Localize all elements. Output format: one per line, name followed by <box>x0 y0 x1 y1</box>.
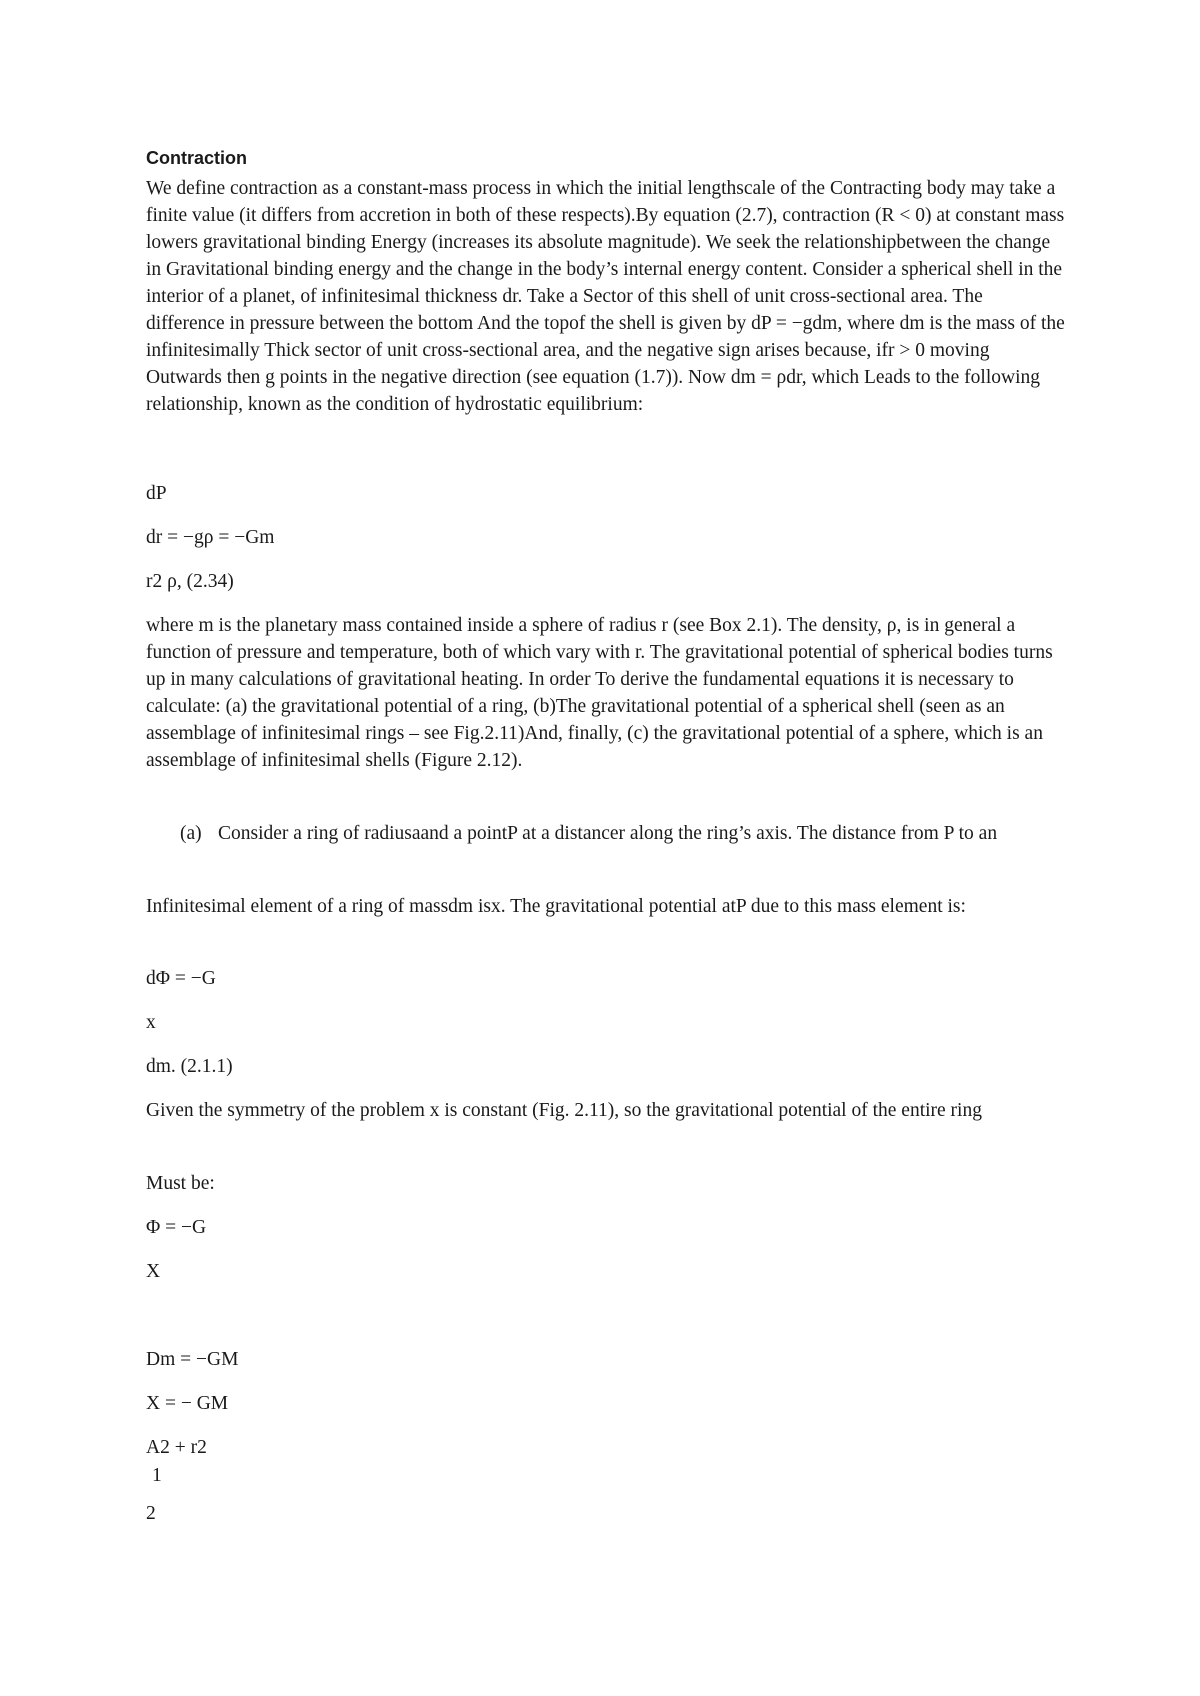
equation-ring-line-2: X <box>146 1261 161 1282</box>
paragraph-infinitesimal-element: Infinitesimal element of a ring of massdm isx. The gravitational potential atP due to this mass element is: <box>146 896 966 917</box>
equation-ring-line-3: Dm = −GM <box>146 1349 239 1370</box>
equation-ring-line-7: 2 <box>146 1503 156 1524</box>
list-marker: (a) <box>180 823 202 844</box>
equation-2-34-line-2: dr = −gρ = −Gm <box>146 527 275 548</box>
list-item-a <box>180 820 1070 847</box>
list-item-text: Consider a ring of radiusaand a pointP at a distancer along the ring’s axis. The distance from P to an <box>218 823 998 844</box>
equation-2-34-line-3: r2 ρ, (2.34) <box>146 571 234 592</box>
equation-2-1-1-line-3: dm. (2.1.1) <box>146 1056 233 1077</box>
paragraph-symmetry: Given the symmetry of the problem x is constant (Fig. 2.11), so the gravitational potential of the entire ring <box>146 1100 982 1121</box>
equation-2-1-1-line-2: x <box>146 1012 156 1033</box>
equation-2-1-1-line-1: dΦ = −G <box>146 968 216 989</box>
equation-ring-line-4: X = − GM <box>146 1393 229 1414</box>
paragraph-contraction-definition: We define contraction as a constant-mass process in which the initial lengthscale of the Contracting body may take a finite value (it differs from accretion in both of these respects).By equation (2.7), contraction (R < 0) at constant mass lowers gravitational binding Energy (increases its absolute magnitude). We seek the relationshipbetween the change in Gravitational binding energy and the change in the body’s internal energy content. Consider a spherical shell in the interior of a planet, of infinitesimal thickness dr. Take a Sector of this shell of unit cross-sectional area. The difference in pressure between the bottom And the topof the shell is given by dP = −gdm, where dm is the mass of the infinitesimally Thick sector of unit cross-sectional area, and the negative sign arises because, ifr > 0 moving Outwards then g points in the negative direction (see equation (1.7)). Now dm = ρdr, which Leads to the following relationship, known as the condition of hydrostatic equilibrium: <box>146 178 1065 415</box>
equation-ring-line-5: A2 + r2 <box>146 1437 207 1458</box>
must-be-text: Must be: <box>146 1173 215 1194</box>
paragraph-gravitational-potential: where m is the planetary mass contained inside a sphere of radius r (see Box 2.1). The density, ρ, is in general a function of pressure and temperature, both of which vary with r. The gravitational potential of spherical bodies turns up in many calculations of gravitational heating. In order To derive the fundamental equations it is necessary to calculate: (a) the gravitational potential of a ring, (b)The gravitational potential of a spherical shell (seen as an assemblage of infinitesimal rings – see Fig.2.11)And, finally, (c) the gravitational potential of a sphere, which is an assemblage of infinitesimal shells (Figure 2.12). <box>146 615 1053 771</box>
equation-2-34-line-1: dP <box>146 483 167 504</box>
section-heading: Contraction <box>146 148 247 168</box>
equation-ring-line-6: 1 <box>152 1465 162 1486</box>
equation-ring-line-1: Φ = −G <box>146 1217 207 1238</box>
